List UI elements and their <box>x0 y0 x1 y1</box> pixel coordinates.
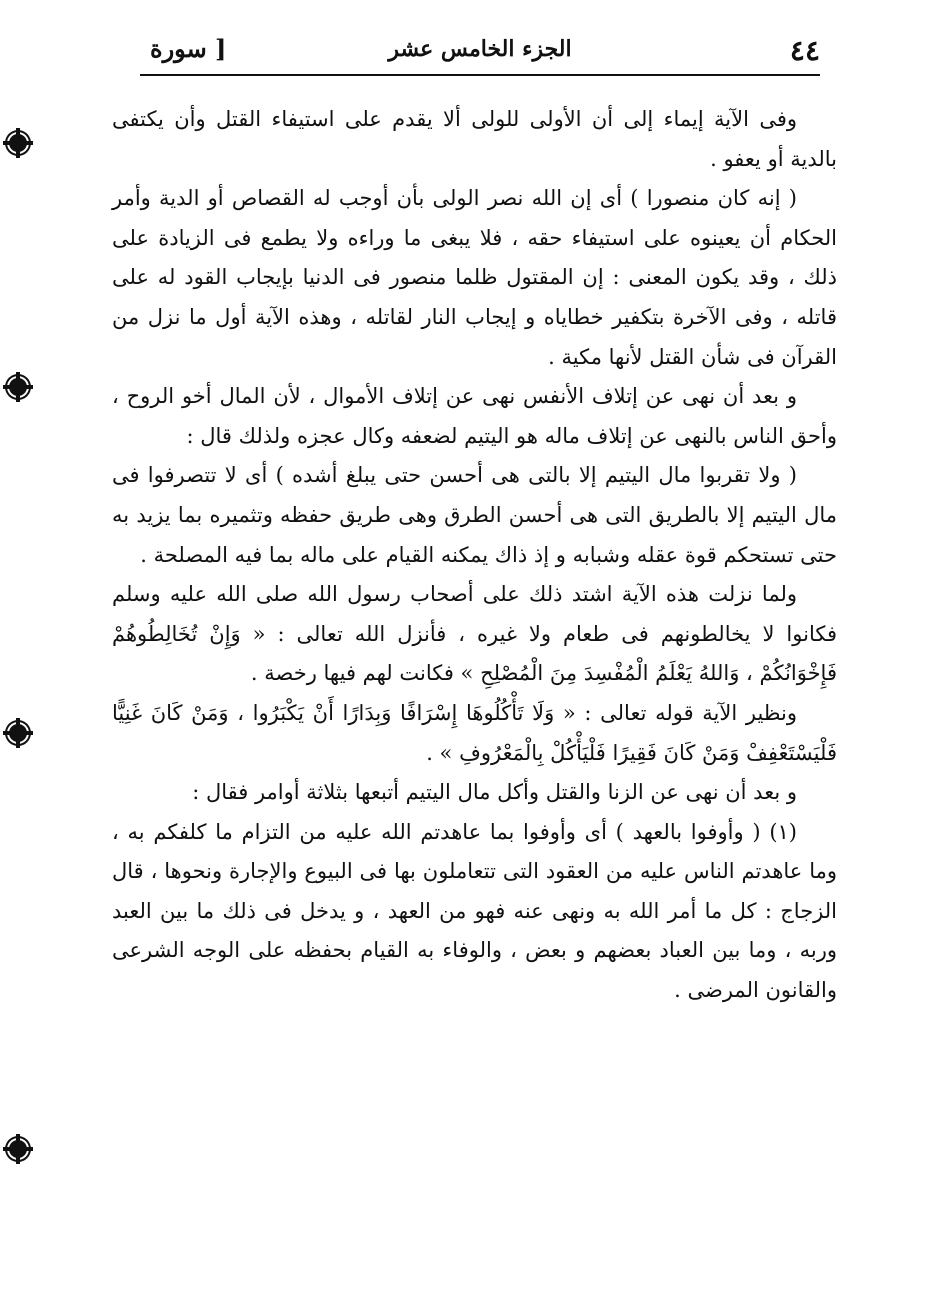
paragraph-3: و بعد أن نهى عن إتلاف الأنفس نهى عن إتلاف الأموال ، لأن المال أخو الروح ، وأحق الناس بالنهى عن إتلاف ماله هو اليتيم لضعفه وكال عجزه ولذلك قال : <box>112 384 837 448</box>
body-text <box>112 100 837 1011</box>
surah-label: [ سورة <box>150 34 227 63</box>
flower-ornament-icon <box>9 1140 27 1158</box>
paragraph-7: و بعد أن نهى عن الزنا والقتل وأكل مال اليتيم أتبعها بثلاثة أوامر فقال : <box>192 780 797 805</box>
flower-ornament-icon <box>9 378 27 396</box>
paragraph-6: ونظير الآية قوله تعالى : « وَلَا تَأْكُلُوهَا إِسْرَافًا وَبِدَارًا أَنْ يَكْبَرُوا ، وَمَنْ كَانَ غَنِيًّا فَلْيَسْتَعْفِفْ وَمَنْ كَانَ فَقِيرًا فَلْيَأْكُلْ بِالْمَعْرُوفِ » . <box>112 700 837 765</box>
part-title: الجزء الخامس عشر <box>388 36 572 62</box>
page-number: ٤٤ <box>789 34 820 67</box>
page-header <box>140 28 820 76</box>
paragraph-4: ( ولا تقربوا مال اليتيم إلا بالتى هى أحسن حتى يبلغ أشده ) أى لا تتصرفوا فى مال اليتيم إلا بالطريق التى هى أحسن الطرق وهى طريق حفظه وتثميره بما يزيد به حتى تستحكم قوة عقله وشبابه و إذ ذاك يمكنه القيام على ماله بما فيه المصلحة . <box>112 463 837 567</box>
paragraph-8: (١) ( وأوفوا بالعهد ) أى وأوفوا بما عاهدتم الله عليه من التزام ما كلفكم به ، وما عاهدتم الناس عليه من العقود التى تتعاملون بها فى البيوع والإجارة ونحوها ، قال الزجاج : كل ما أمر الله به ونهى عنه فهو من العهد ، و يدخل فى ذلك ما بين العبد وربه ، وما بين العباد بعضهم و بعض ، والوفاء به القيام بحفظه على الوجه الشرعى والقانون المرضى . <box>112 819 837 1003</box>
header-rule <box>140 74 820 76</box>
paragraph-2: ( إنه كان منصورا ) أى إن الله نصر الولى بأن أوجب له القصاص أو الدية وأمر الحكام أن يعينوه على استيفاء حقه ، فلا يبغى ما وراءه ولا يطمع فى الزيادة على ذلك ، وقد يكون المعنى : إن المقتول ظلما منصور فى الدنيا بإيجاب القود له على قاتله ، وفى الآخرة بتكفير خطاياه و إيجاب النار لقاتله ، وهذه الآية أول ما نزل من القرآن فى شأن القتل لأنها مكية . <box>112 186 837 369</box>
flower-ornament-icon <box>9 724 27 742</box>
paragraph-1: وفى الآية إيماء إلى أن الأولى للولى ألا يقدم على استيفاء القتل وأن يكتفى بالدية أو يعفو . <box>112 107 837 171</box>
flower-ornament-icon <box>9 134 27 152</box>
paragraph-5: ولما نزلت هذه الآية اشتد ذلك على أصحاب رسول الله صلى الله عليه وسلم فكانوا لا يخالطونهم فى طعام ولا غيره ، فأنزل الله تعالى : « وَإِنْ تُخَالِطُوهُمْ فَإِخْوَانُكُمْ ، وَاللهُ يَعْلَمُ الْمُفْسِدَ مِنَ الْمُصْلِحِ » فكانت لهم فيها رخصة . <box>112 582 837 686</box>
